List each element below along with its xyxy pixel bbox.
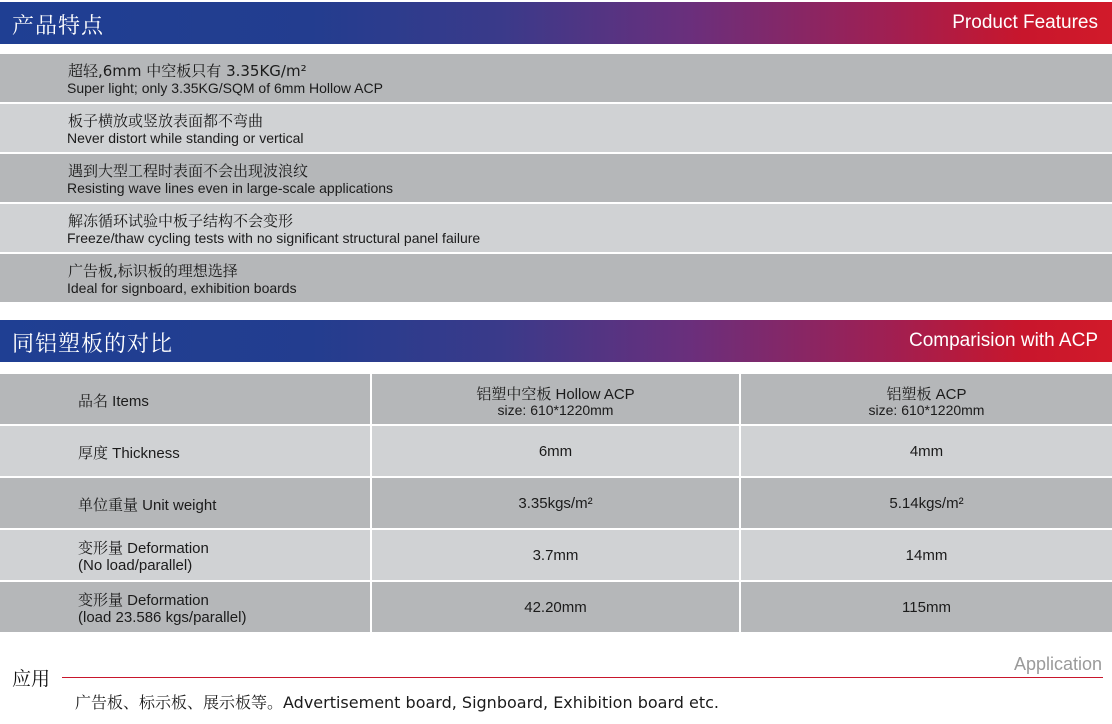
row-label-cell (0, 478, 370, 528)
acp-value-cell (741, 582, 1112, 632)
feature-list (0, 54, 1112, 304)
table-header-row (0, 374, 1112, 424)
row-label: 变形量 Deformation (78, 592, 209, 609)
comparison-banner (0, 320, 1112, 362)
header-acp-size: size: 610*1220mm (868, 402, 985, 418)
comparison-table (0, 374, 1112, 634)
application-title-en: Application (1013, 654, 1102, 674)
hollow-acp-value-cell (372, 582, 739, 632)
row-sublabel: (load 23.586 kgs/parallel) (78, 609, 247, 626)
acp-value-cell (741, 426, 1112, 476)
table-row (0, 478, 1112, 528)
table-row (0, 530, 1112, 580)
acp-value: 5.14kgs/m² (889, 495, 964, 512)
feature-en: Freeze/thaw cycling tests with no significant structural panel failure (67, 230, 481, 246)
row-label: 单位重量 Unit weight (78, 497, 217, 514)
application-divider (62, 677, 1103, 678)
feature-item (0, 204, 1112, 252)
features-title-en: Product Features (952, 12, 1098, 33)
application-text: 广告板、标示板、展示板等。Advertisement board, Signboard, Exhibition board etc. (75, 693, 719, 712)
feature-cn: 板子横放或竖放表面都不弯曲 (68, 112, 264, 130)
feature-item (0, 104, 1112, 152)
header-items-cell (0, 374, 370, 424)
row-label-cell (0, 530, 370, 580)
feature-item (0, 254, 1112, 302)
feature-en: Never distort while standing or vertical (67, 130, 304, 146)
hollow-acp-value-cell (372, 530, 739, 580)
row-label-cell (0, 582, 370, 632)
row-label: 厚度 Thickness (78, 445, 180, 462)
acp-value-cell (741, 530, 1112, 580)
comparison-title-en: Comparision with ACP (908, 330, 1098, 351)
header-hollow-acp-title: 铝塑中空板 Hollow ACP (476, 386, 635, 403)
feature-en: Ideal for signboard, exhibition boards (67, 280, 297, 296)
feature-cn: 遇到大型工程时表面不会出现波浪纹 (68, 162, 309, 180)
acp-value: 4mm (909, 443, 944, 460)
hollow-acp-value: 3.7mm (532, 547, 579, 564)
row-sublabel: (No load/parallel) (78, 557, 193, 574)
feature-cn: 解冻循环试验中板子结构不会变形 (68, 212, 294, 230)
features-banner (0, 2, 1112, 44)
table-row (0, 426, 1112, 476)
header-acp-title: 铝塑板 ACP (886, 386, 967, 403)
table-row (0, 582, 1112, 632)
hollow-acp-value: 3.35kgs/m² (518, 495, 593, 512)
acp-value: 115mm (902, 599, 951, 616)
hollow-acp-value: 42.20mm (524, 599, 587, 616)
acp-value-cell (741, 478, 1112, 528)
row-label: 变形量 Deformation (78, 540, 209, 557)
header-acp-cell (741, 374, 1112, 424)
hollow-acp-value-cell (372, 426, 739, 476)
feature-en: Resisting wave lines even in large-scale applications (67, 180, 394, 196)
header-hollow-acp-size: size: 610*1220mm (497, 402, 614, 418)
feature-en: Super light; only 3.35KG/SQM of 6mm Hollow ACP (67, 80, 383, 96)
hollow-acp-value: 6mm (538, 443, 573, 460)
application-title-cn: 应用 (12, 668, 51, 690)
header-items-label: 品名 Items (78, 393, 149, 410)
acp-value: 14mm (905, 547, 948, 564)
header-hollow-acp-cell (372, 374, 739, 424)
feature-item (0, 154, 1112, 202)
row-label-cell (0, 426, 370, 476)
comparison-title-cn: 同铝塑板的对比 (12, 332, 174, 357)
hollow-acp-value-cell (372, 478, 739, 528)
feature-cn: 超轻,6mm 中空板只有 3.35KG/m² (68, 62, 307, 80)
features-title-cn: 产品特点 (12, 14, 105, 39)
feature-item (0, 54, 1112, 102)
feature-cn: 广告板,标识板的理想选择 (68, 262, 238, 280)
